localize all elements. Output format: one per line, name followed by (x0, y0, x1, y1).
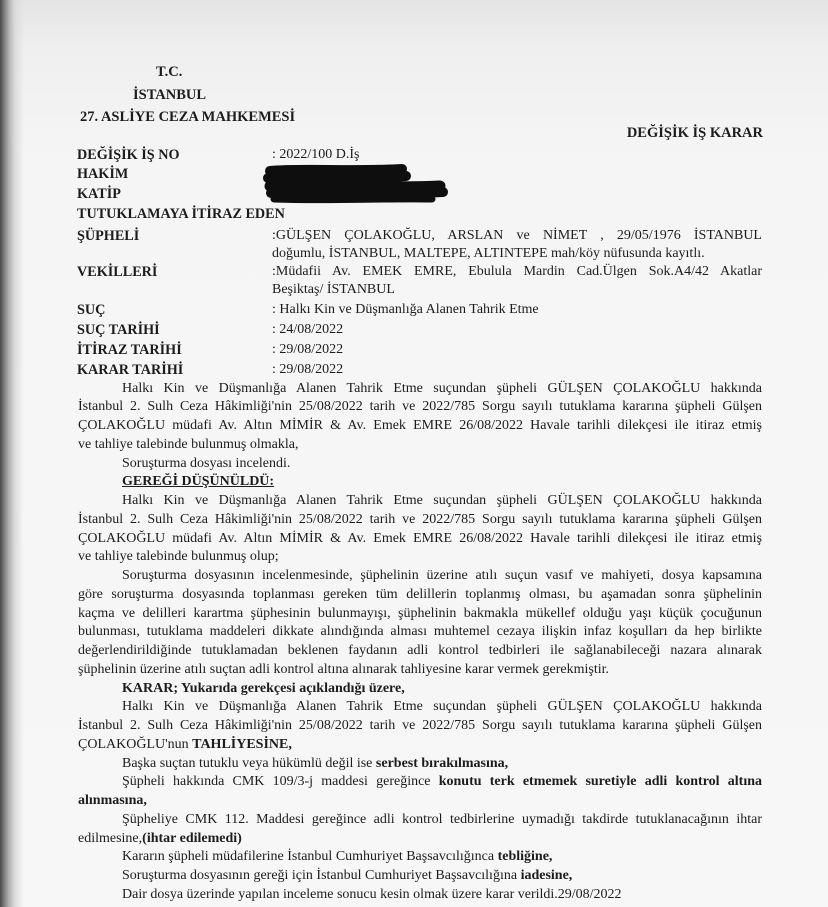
page-edge-shadow (0, 0, 24, 907)
paragraph (78, 698, 762, 754)
field-label: ŞÜPHELİ (77, 228, 140, 244)
text-line (78, 530, 762, 549)
emphasized-text: iadesine, (520, 868, 573, 884)
emphasized-text: serbest bırakılmasına, (375, 755, 509, 771)
field-label: KATİP (77, 186, 121, 202)
field-suspect (77, 227, 763, 261)
field-value-line: : 2022/100 D.İş (272, 147, 360, 162)
emphasized-text: tebliğine, (497, 849, 553, 865)
field-value-line: : 29/08/2022 (272, 342, 344, 357)
paragraph (78, 680, 762, 699)
text-line (78, 717, 762, 736)
text-line (78, 455, 762, 474)
field-value (272, 321, 762, 339)
field-label: TUTUKLAMAYA İTİRAZ EDEN (77, 206, 285, 222)
text-line (78, 586, 762, 605)
field-objection-date (77, 341, 763, 359)
field-value-line: : Halkı Kin ve Düşmanlığa Alanen Tahrik Etme (272, 302, 539, 317)
emphasized-text: konutu terk etmemek suretiyle adli kontrol altına (438, 774, 763, 790)
paragraph (78, 811, 762, 849)
paragraph (78, 867, 762, 886)
text-segment: İstanbul 2. Sulh Ceza Hâkimliği'nin 25/08/2022 tarih ve 2022/785 Sorgu sayılı tutuklama kararına şüpheli Gülşen (78, 511, 762, 527)
document-type-title: DEĞİŞİK İŞ KARAR (626, 125, 763, 141)
text-line (78, 605, 762, 624)
text-line (78, 380, 762, 399)
text-segment: Halkı Kin ve Düşmanlığa Alanen Tahrik Etme suçundan şüpheli GÜLŞEN ÇOLAKOĞLU hakkında (122, 493, 762, 509)
field-value-line: doğumlu, İSTANBUL, MALTEPE, ALTINTEPE mah/köy nüfusunda kayıtlı. (272, 245, 705, 261)
field-value-line: Beşiktaş/ İSTANBUL (272, 281, 395, 297)
text-line (78, 492, 762, 511)
paragraph (78, 773, 762, 811)
text-segment: Kararın şüpheli müdafilerine İstanbul Cumhuriyet Başsavcılığınca (122, 849, 498, 865)
text-line (78, 661, 762, 680)
field-value (272, 361, 762, 379)
text-segment: edilmesine, (78, 830, 143, 846)
field-label: KARAR TARİHİ (77, 362, 184, 378)
text-segment: ÇOLAKOĞLU'nun (78, 736, 193, 752)
emphasized-text: KARAR; Yukarıda gerekçesi açıklandığı üzere, (122, 680, 405, 696)
field-value (272, 341, 762, 359)
header-city: İSTANBUL (133, 87, 207, 103)
paragraph (78, 380, 762, 455)
emphasized-text: TAHLİYESİNE, (192, 736, 292, 752)
field-offense-date (77, 321, 763, 339)
text-segment: kaçma ve delilleri karartma şüphesinin bulunmayışı, şüphelinin bakmakla mükellef olduğu yaşı küçük çocuğunun (78, 605, 762, 621)
field-decision-date (77, 361, 763, 379)
text-segment: Soruşturma dosyası incelendi. (122, 455, 291, 471)
field-attorneys (77, 263, 763, 297)
field-value (272, 227, 762, 262)
text-segment: Başka suçtan tutuklu veya hükümlü değil ise (122, 755, 376, 771)
emphasized-text: (ihtar edilemedi) (142, 830, 242, 846)
text-segment: Soruşturma dosyasının gereği için İstanbul Cumhuriyet Başsavcılığına (122, 868, 521, 884)
field-label: HAKİM (77, 166, 129, 182)
text-line (78, 886, 762, 905)
text-segment: ve tahliye talebinde bulunmuş olmakla, (78, 436, 299, 452)
text-segment: ÇOLAKOĞLU müdafi Av. Altın MİMİR & Av. Emek EMRE 26/08/2022 Havale tarihli dilekçesi ile itiraz etmiş (78, 418, 762, 434)
text-line (78, 680, 762, 699)
text-line (78, 436, 762, 455)
decision-body (78, 380, 762, 905)
text-line (78, 773, 762, 792)
field-objector (77, 205, 763, 223)
text-line (78, 698, 762, 717)
field-value-line: :Müdafii Av. EMEK EMRE, Ebulula Mardin Cad.Ülgen Sok.A4/42 Akatlar (272, 264, 762, 279)
text-line (78, 623, 762, 642)
text-segment: ÇOLAKOĞLU müdafi Av. Altın MİMİR & Av. Emek EMRE 26/08/2022 Havale tarihli dilekçesi ile itiraz etmiş (78, 530, 762, 546)
text-segment: değerlendirildiğinde tutuklamadan beklenen faydanın adli kontrol tedbirleri ile sağlanabileceği nazara alınarak (78, 643, 762, 659)
field-value (272, 263, 762, 298)
emphasized-text: GEREĞİ DÜŞÜNÜLDÜ: (122, 474, 275, 490)
text-segment: Dair dosya üzerinde yapılan inceleme sonucu kesin olmak üzere karar verildi.29/08/2022 (122, 886, 622, 902)
text-segment: Şüpheli hakkında CMK 109/3-j maddesi gereğince (122, 774, 439, 790)
paragraph (78, 492, 762, 567)
text-line (78, 473, 762, 492)
text-line (78, 548, 762, 567)
field-value-line: : 24/08/2022 (272, 322, 344, 337)
text-segment: İstanbul 2. Sulh Ceza Hâkimliği'nin 25/08/2022 tarih ve 2022/785 Sorgu sayılı tutuklama kararına şüpheli Gülşen (78, 399, 762, 415)
text-segment: bulunması, tutuklama maddeleri dikkate alındığında alması muhtemel cezaya ilişkin infaz koşulları da hep birlikte (78, 624, 762, 640)
field-label: VEKİLLERİ (77, 264, 158, 280)
text-segment: Şüpheliye CMK 112. Maddesi gereğince adli kontrol tedbirlerine uymadığı takdirde tutuklanacağının ihtar (122, 811, 762, 827)
field-label: DEĞİŞİK İŞ NO (77, 147, 180, 163)
field-value (272, 301, 762, 319)
text-line (78, 417, 762, 436)
field-offense (77, 301, 763, 319)
text-line (78, 567, 762, 586)
field-value-line: : 29/08/2022 (272, 362, 344, 377)
text-segment: Halkı Kin ve Düşmanlığa Alanen Tahrik Etme suçundan şüpheli GÜLŞEN ÇOLAKOĞLU hakkında (122, 380, 762, 396)
paragraph (78, 473, 762, 492)
field-value-line: :GÜLŞEN ÇOLAKOĞLU, ARSLAN ve NİMET , 29/05/1976 İSTANBUL (272, 228, 762, 243)
text-segment: ve tahliye talebinde bulunmuş olup; (78, 549, 279, 565)
paragraph (78, 455, 762, 474)
header-country: T.C. (156, 64, 183, 80)
paragraph (78, 848, 762, 867)
text-line (78, 830, 762, 849)
emphasized-text: alınmasına, (78, 793, 147, 809)
text-line (78, 792, 762, 811)
text-segment: Soruşturma dosyasının incelenmesinde, şüphelinin üzerine atılı suçun vasıf ve mahiyeti, dosya kapsamına (122, 568, 762, 584)
text-line (78, 511, 762, 530)
text-line (78, 642, 762, 661)
paragraph (78, 755, 762, 774)
text-segment: göre soruşturma dosyasında toplanması gereken tüm delillerin toplanmış olması, bu aşamadan sonra şüphelinin (78, 586, 762, 602)
field-label: SUÇ TARİHİ (77, 322, 160, 338)
text-segment: şüphelinin üzerine atılı suçtan adli kontrol altına alınarak tahliyesine karar vermek gerekmiştir. (78, 661, 610, 677)
field-label: SUÇ (77, 302, 106, 318)
header-court-name: 27. ASLİYE CEZA MAHKEMESİ (80, 109, 296, 125)
text-line (78, 736, 762, 755)
text-line (78, 848, 762, 867)
text-line (78, 867, 762, 886)
paragraph (78, 886, 762, 905)
field-value (272, 146, 762, 164)
redaction-marker (262, 162, 450, 206)
text-segment: Halkı Kin ve Düşmanlığa Alanen Tahrik Etme suçundan şüpheli GÜLŞEN ÇOLAKOĞLU hakkında (122, 699, 762, 715)
text-line (78, 398, 762, 417)
field-label: İTİRAZ TARİHİ (77, 342, 182, 358)
text-segment: İstanbul 2. Sulh Ceza Hâkimliği'nin 25/08/2022 tarih ve 2022/785 Sorgu sayılı tutuklama kararına şüpheli Gülşen (78, 718, 762, 734)
text-line (78, 755, 762, 774)
text-line (78, 811, 762, 830)
paragraph (78, 567, 762, 680)
